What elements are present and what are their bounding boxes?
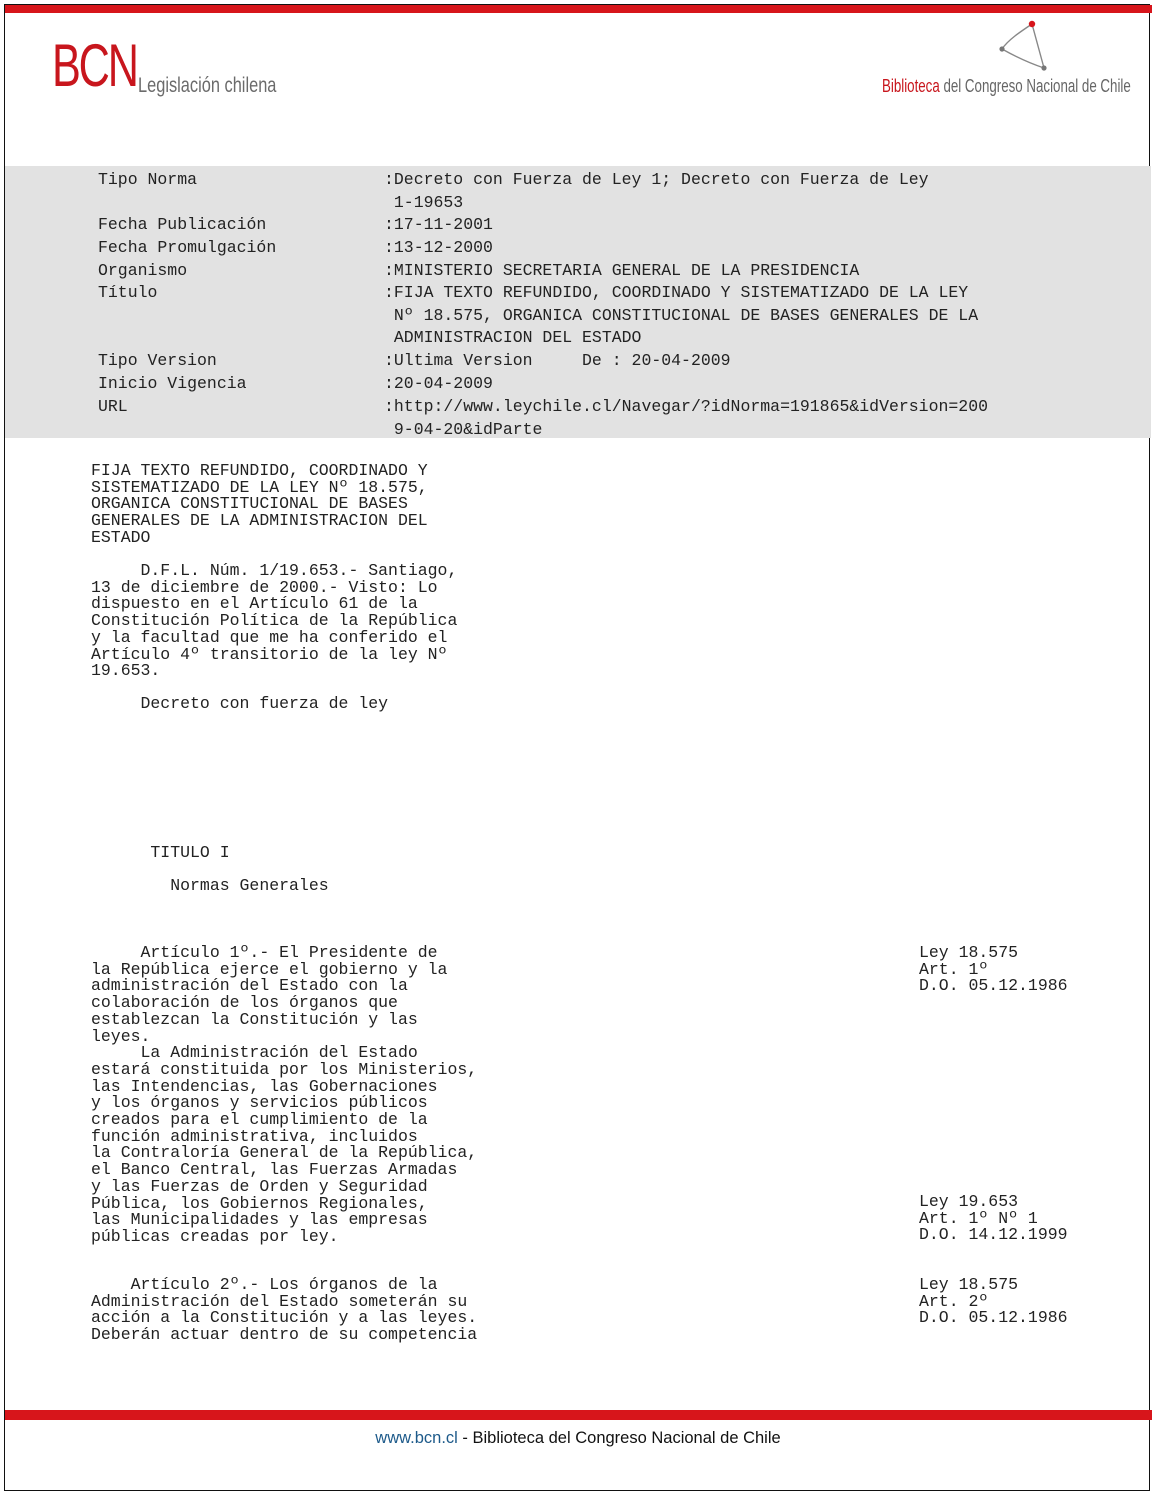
biblioteca-word: Biblioteca	[882, 76, 940, 96]
meta-label: Fecha Promulgación	[98, 238, 277, 257]
footer-link[interactable]: www.bcn.cl	[375, 1429, 458, 1447]
bottom-red-bar	[5, 1410, 1152, 1420]
article-1-margin-note: Ley 18.575 Art. 1º D.O. 05.12.1986	[919, 943, 1068, 996]
article-2-text: Artículo 2º.- Los órganos de la Administración del Estado someterán su acción a la Constitución y a las leyes. Deberán actuar dentro de su competencia	[91, 1275, 478, 1345]
meta-value: :MINISTERIO SECRETARIA GENERAL DE LA PRESIDENCIA	[384, 261, 860, 280]
meta-label: Fecha Publicación	[98, 215, 267, 234]
meta-value: :Decreto con Fuerza de Ley 1; Decreto con Fuerza de Ley 1-19653	[384, 170, 929, 212]
congreso-words: del Congreso Nacional de Chile	[939, 76, 1131, 96]
meta-value-url[interactable]: :http://www.leychile.cl/Navegar/?idNorma=191865&idVersion=200 9-04-20&idParte	[384, 397, 988, 439]
titulo-heading: TITULO I	[91, 843, 230, 862]
meta-value: :20-04-2009	[384, 374, 493, 393]
meta-value: :FIJA TEXTO REFUNDIDO, COORDINADO Y SISTEMATIZADO DE LA LEY Nº 18.575, ORGANICA CONSTITUCIONAL DE BASES GENERALES DE LA ADMINISTRACION DEL ESTADO	[384, 283, 979, 348]
document-heading: FIJA TEXTO REFUNDIDO, COORDINADO Y SISTEMATIZADO DE LA LEY Nº 18.575, ORGANICA CONSTITUCIONAL DE BASES GENERALES DE LA ADMINISTRACION DEL ESTADO	[91, 461, 428, 547]
footer	[0, 1429, 1156, 1448]
bcn-logo-mark: BCN	[52, 32, 137, 99]
bcn-logo	[52, 32, 277, 99]
titulo-name: Normas Generales	[91, 876, 329, 895]
meta-row-url	[98, 396, 988, 464]
meta-label: Inicio Vigencia	[98, 374, 247, 393]
decree-line: Decreto con fuerza de ley	[91, 694, 389, 713]
article-1-margin-note-2: Ley 19.653 Art. 1º Nº 1 D.O. 14.12.1999	[919, 1192, 1068, 1245]
meta-label: Título	[98, 283, 158, 302]
biblioteca-logo	[880, 18, 1130, 100]
meta-value: :17-11-2001	[384, 215, 493, 234]
biblioteca-logo-text	[882, 76, 1131, 97]
meta-label: Tipo Norma	[98, 170, 198, 189]
meta-value: :Ultima Version De : 20-04-2009	[384, 351, 731, 370]
footer-text: - Biblioteca del Congreso Nacional de Chile	[457, 1429, 781, 1447]
top-red-bar	[5, 5, 1152, 13]
meta-label: Tipo Version	[98, 351, 217, 370]
preamble-paragraph: D.F.L. Núm. 1/19.653.- Santiago, 13 de diciembre de 2000.- Visto: Lo dispuesto en el Artículo 61 de la Constitución Política de la República y la facultad que me ha conferido el Artículo 4º transitorio de la ley Nº 19.653.	[91, 561, 458, 681]
meta-value: :13-12-2000	[384, 238, 493, 257]
article-2-margin-note: Ley 18.575 Art. 2º D.O. 05.12.1986	[919, 1275, 1068, 1328]
bcn-logo-subtitle: Legislación chilena	[138, 74, 277, 97]
triangle-logo-icon	[998, 18, 1058, 74]
meta-label: Organismo	[98, 261, 188, 280]
meta-row-titulo	[98, 282, 979, 350]
meta-label: URL	[98, 397, 128, 416]
article-1-text: Artículo 1º.- El Presidente de la República ejerce el gobierno y la administración del Estado con la colaboración de los órganos que establezcan la Constitución y las leyes. La Administración del Estado estará constituida por los Ministerios, las Intendencias, las Gobernaciones y los órganos y servicios públicos creados para el cumplimiento de la función administrativa, incluidos la Contraloría General de la República, el Banco Central, las Fuerzas Armadas y las Fuerzas de Orden y Seguridad Pública, los Gobiernos Regionales, las Municipalidades y las empresas públicas creadas por ley.	[91, 943, 478, 1246]
